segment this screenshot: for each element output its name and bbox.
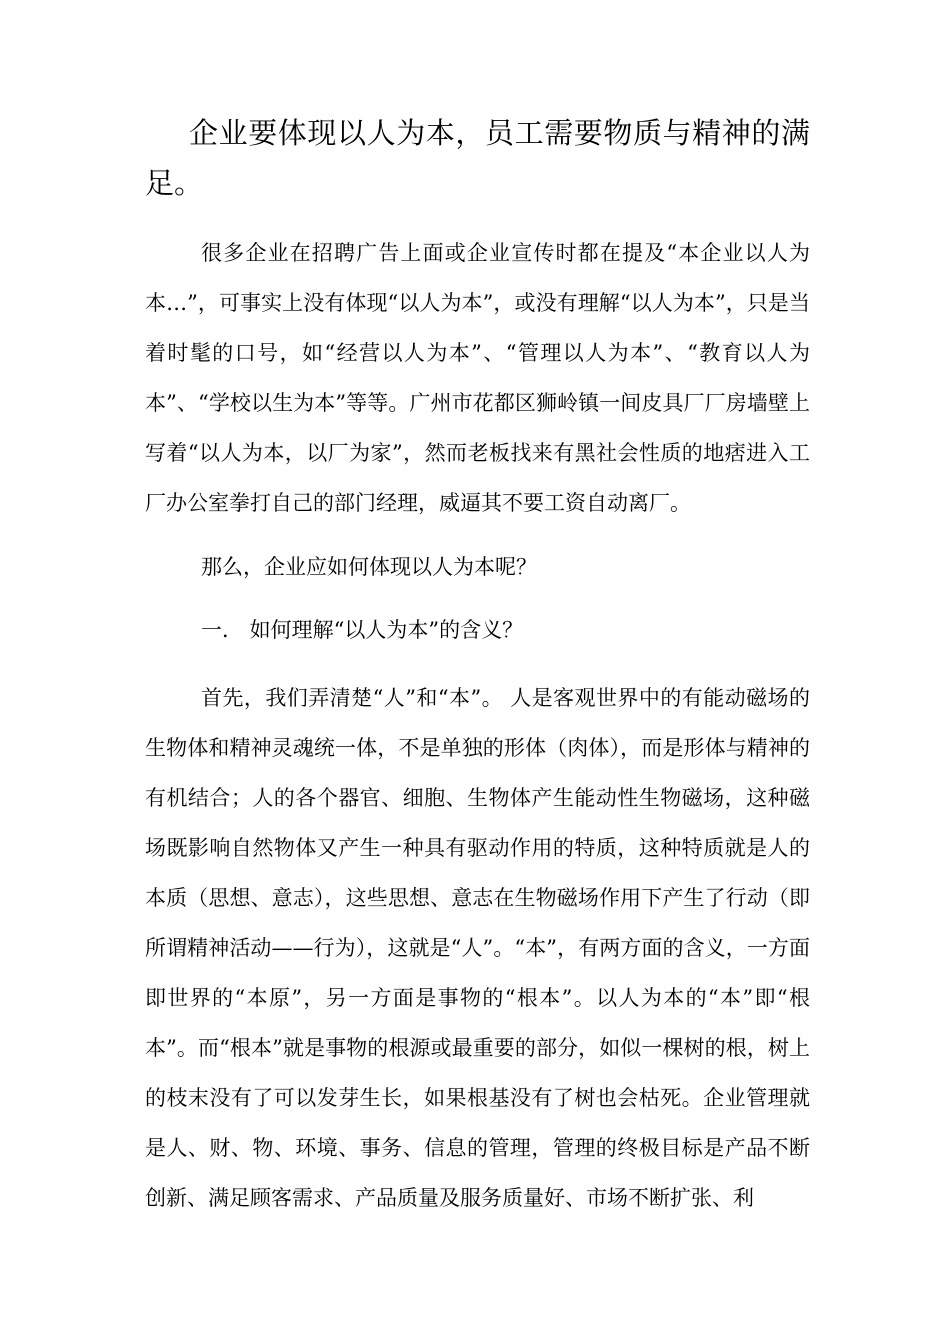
paragraph-question: 那么，企业应如何体现以人为本呢？ [201, 555, 537, 579]
section-heading-1: 一． 如何理解“以人为本”的含义？ [201, 618, 524, 642]
paragraph-intro: 很多企业在招聘广告上面或企业宣传时都在提及“本企业以人为本…”，可事实上没有体现“以人为本”，或没有理解“以人为本”，只是当着时髦的口号，如“经营以人为本”、“管理以人为本”、“教育以人为本”、“学校以生为本”等等。广州市花都区狮岭镇一间皮具厂厂房墙壁上写着“以人为本，以厂为家”，然而老板找来有黑社会性质的地痞进入工厂办公室拳打自己的部门经理，威逼其不要工资自动离厂。 [145, 241, 810, 515]
paragraph-definition: 首先，我们弄清楚“人”和“本”。 人是客观世界中的有能动磁场的生物体和精神灵魂统一体，不是单独的形体（肉体），而是形体与精神的有机结合；人的各个器官、细胞、生物体产生能动性生物磁场，这种磁场既影响自然物体又产生一种具有驱动作用的特质，这种特质就是人的本质（思想、意志），这些思想、意志在生物磁场作用下产生了行动（即所谓精神活动——行为），这就是“人”。“本”，有两方面的含义，一方面即世界的“本原”，另一方面是事物的“根本”。以人为本的“本”即“根本”。而“根本”就是事物的根源或最重要的部分，如似一棵树的根，树上的枝末没有了可以发芽生长，如果根基没有了树也会枯死。企业管理就是人、财、物、环境、事务、信息的管理，管理的终极目标是产品不断创新、满足顾客需求、产品质量及服务质量好、市场不断扩张、利 [145, 686, 810, 1210]
document-title: 企业要体现以人为本，员工需要物质与精神的满足。 [145, 116, 810, 200]
